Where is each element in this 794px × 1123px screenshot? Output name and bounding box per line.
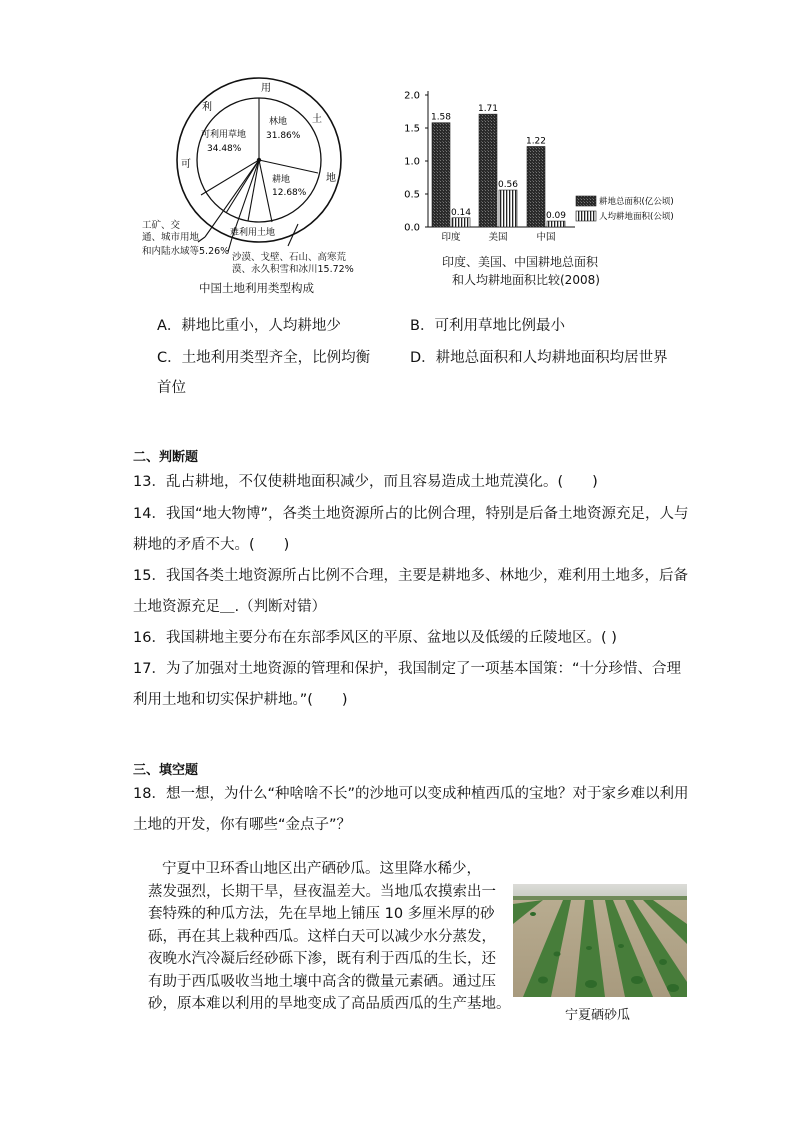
legend-label: 耕地总面积(亿公顷) [599,197,674,207]
urban-label-line3: 和内陆水域等5.26% [142,246,230,257]
y-tick-label: 0.0 [404,222,420,234]
legend-swatch [576,211,596,221]
bar [479,114,497,227]
passage-line: 蒸发强烈，长期干旱，昼夜温差大。当地瓜农摸索出一 [148,883,496,900]
x-category-label: 印度 [441,232,461,242]
passage-line: 夜晚水汽冷凝后经砂砾下渗，既有利于西瓜的生长，还 [148,951,496,967]
bar-value-label: 1.71 [477,104,499,115]
photo-caption: 宁夏硒砂瓜 [565,1008,631,1023]
question-18-line2: 土地的开发，你有哪些“金点子”？ [133,817,352,833]
legend-swatch [576,196,596,206]
segment-label-grassland: 可利用草地 [201,130,247,140]
option-d[interactable]: D．耕地总面积和人均耕地面积均居世界 [410,350,668,366]
urban-label-line1: 工矿、交 [142,220,181,231]
passage-line: 宁夏中卫环香山地区出产硒砂瓜。这里降水稀少， [162,861,481,877]
desert-label-line1: 沙漠、戈壁、石山、高寒荒 [232,252,347,263]
question-17-line2: 利用土地和切实保护耕地。”( ) [133,692,348,708]
bar-value-label: 0.56 [497,180,519,191]
segment-percent-cropland: 12.68% [272,188,307,198]
cropland-bar-chart [380,82,690,242]
option-c[interactable]: C．土地利用类型齐全，比例均衡 [157,350,371,366]
bar [547,221,565,227]
passage-line: 砂，原本难以利用的旱地变成了高品质西瓜的生产基地。 [148,996,511,1012]
section-title-fill-blank: 三、填空题 [133,763,199,778]
question-16: 16．我国耕地主要分布在东部季风区的平原、盆地以及低缓的丘陵地区。( ) [133,630,617,646]
option-a[interactable]: A．耕地比重小，人均耕地少 [157,318,341,334]
section-title-judgement: 二、判断题 [133,450,199,465]
y-tick-label: 1.0 [404,156,420,168]
bar [432,123,450,227]
legend-label: 人均耕地面积(公顷) [599,212,674,222]
question-15-line1: 15．我国各类土地资源所占比例不合理，主要是耕地多、林地少，难利用土地多，后备 [133,568,688,584]
segment-label-unusable: 难利用土地 [230,228,276,238]
bar [499,190,517,227]
ring-char: 利 [202,102,212,113]
bar-chart-title: 印度、美国、中国耕地总面积 [442,255,599,269]
bar-chart-subtitle: 和人均耕地面积比较(2008) [452,273,600,287]
y-tick-label: 2.0 [404,90,420,102]
question-13: 13．乱占耕地，不仅使耕地面积减少，而且容易造成土地荒漠化。( ) [133,474,598,490]
pie-chart-caption: 中国土地利用类型构成 [199,281,314,295]
y-tick-label: 0.5 [404,189,420,201]
ring-char: 可 [181,159,191,170]
y-tick-label: 1.5 [404,123,420,135]
passage-line: 砾，再在其上栽种西瓜。这样白天可以减少水分蒸发， [148,928,496,945]
question-14-line2: 耕地的矛盾不大。( ) [133,537,290,553]
bar-value-label: 0.14 [450,207,472,218]
question-17-line1: 17．为了加强对土地资源的管理和保护，我国制定了一项基本国策：“十分珍惜、合理 [133,661,681,677]
urban-label-line2: 通、城市用地 [142,232,200,243]
ring-char: 地 [326,173,336,184]
option-b[interactable]: B．可利用草地比例最小 [410,318,565,334]
bar-value-label: 1.58 [430,112,452,123]
passage [148,858,511,1016]
passage-line: 套特殊的种瓜方法，先在旱地上铺压 10 多厘米厚的砂 [148,906,495,922]
segment-percent-grassland: 34.48% [207,144,242,154]
bar-value-label: 0.09 [545,211,567,222]
question-15-line2: 土地资源充足＿.（判断对错） [133,599,327,615]
question-18-line1: 18．想一想，为什么“种啥啥不长”的沙地可以变成种植西瓜的宝地？对于家乡难以利用 [133,786,689,802]
ring-char: 土 [312,114,322,125]
watermelon-field-photo [513,884,687,997]
segment-percent-forest: 31.86% [266,131,301,141]
bar-value-label: 1.22 [525,136,547,147]
ring-char: 用 [261,83,271,94]
passage-line: 有助于西瓜吸收当地土壤中高含的微量元素硒。通过压 [148,973,496,990]
x-category-label: 中国 [536,232,556,242]
bar [452,218,470,227]
question-14-line1: 14．我国“地大物博”，各类土地资源所占的比例合理，特别是后备土地资源充足，人与 [133,506,689,522]
bar [527,146,545,227]
segment-label-cropland: 耕地 [272,175,291,185]
x-category-label: 美国 [488,232,508,242]
desert-label-line2: 漠、永久积雪和冰川15.72% [232,264,354,275]
option-d-continued: 首位 [157,380,186,396]
segment-label-forest: 林地 [269,117,288,127]
